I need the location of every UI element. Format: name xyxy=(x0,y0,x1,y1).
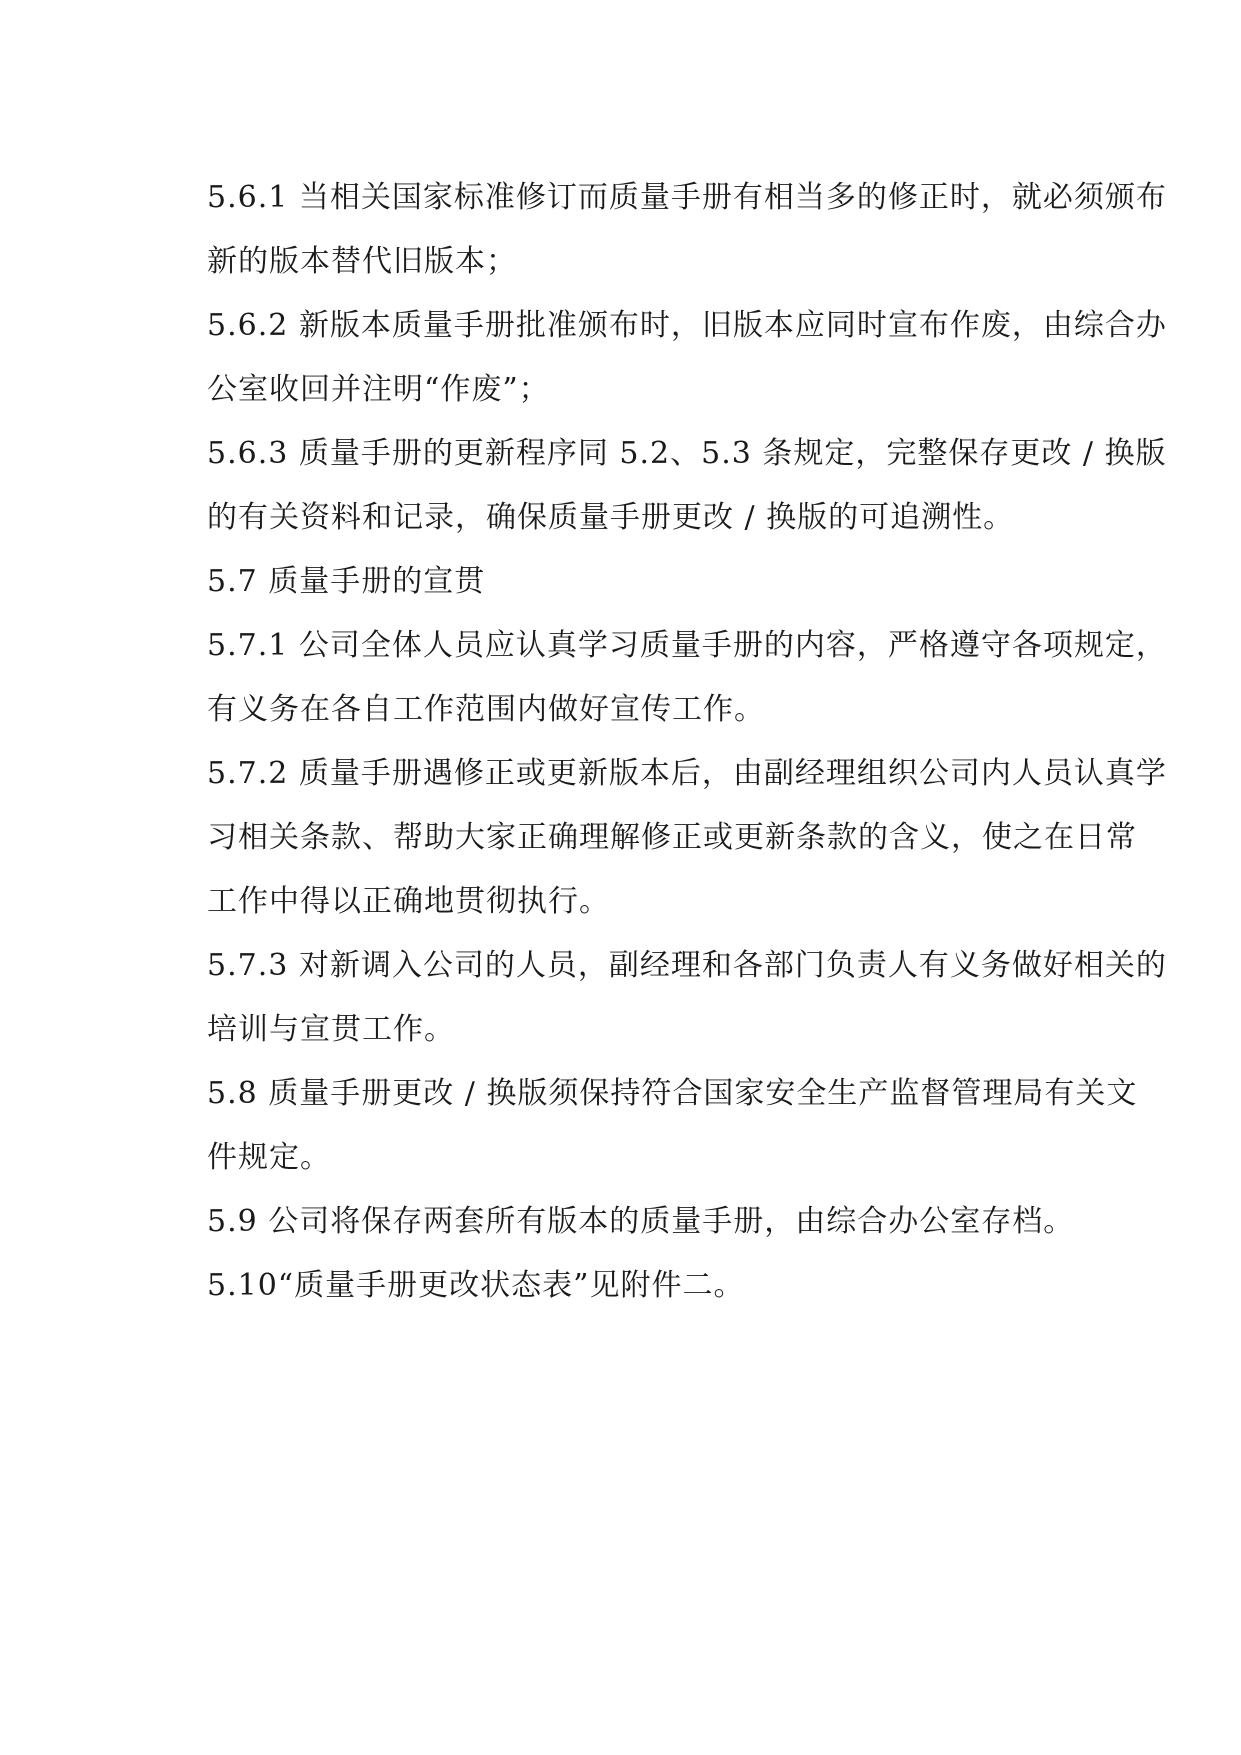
text-line: 有义务在各自工作范围内做好宣传工作。 xyxy=(207,692,765,727)
text-line: 的有关资料和记录，确保质量手册更改 / 换版的可追溯性。 xyxy=(207,500,1015,535)
text-line: 5.9 公司将保存两套所有版本的质量手册，由综合办公室存档。 xyxy=(207,1204,1075,1239)
text-line: 公室收回并注明“作废”； xyxy=(207,372,550,407)
text-line: 培训与宣贯工作。 xyxy=(207,1012,455,1047)
text-line: 5.10“质量手册更改状态表”见附件二。 xyxy=(207,1268,745,1303)
text-line: 5.6.1 当相关国家标准修订而质量手册有相当多的修正时，就必须颁布 xyxy=(207,180,1167,215)
text-line: 工作中得以正确地贯彻执行。 xyxy=(207,884,610,919)
text-line: 5.6.3 质量手册的更新程序同 5.2、5.3 条规定，完整保存更改 / 换版 xyxy=(207,436,1167,471)
section-heading: 5.7 质量手册的宣贯 xyxy=(207,564,486,599)
text-line: 习相关条款、帮助大家正确理解修正或更新条款的含义，使之在日常 xyxy=(207,820,1137,855)
text-line: 新的版本替代旧版本； xyxy=(207,244,517,279)
document-body xyxy=(207,166,1167,1318)
text-line: 5.7.3 对新调入公司的人员，副经理和各部门负责人有义务做好相关的 xyxy=(207,948,1167,983)
text-line: 5.7.2 质量手册遇修正或更新版本后，由副经理组织公司内人员认真学 xyxy=(207,756,1167,791)
text-line: 5.8 质量手册更改 / 换版须保持符合国家安全生产监督管理局有关文 xyxy=(207,1076,1138,1111)
text-line: 5.6.2 新版本质量手册批准颁布时，旧版本应同时宣布作废，由综合办 xyxy=(207,308,1167,343)
text-line: 件规定。 xyxy=(207,1140,331,1175)
text-line: 5.7.1 公司全体人员应认真学习质量手册的内容，严格遵守各项规定， xyxy=(207,628,1167,663)
